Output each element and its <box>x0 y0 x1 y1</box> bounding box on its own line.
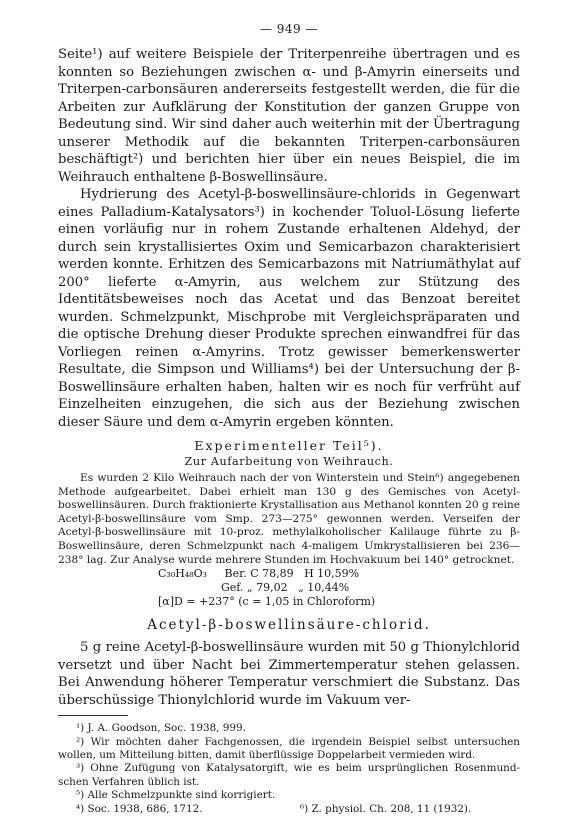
intro-paragraph: Seite¹) auf weitere Beispiele der Triterpenreihe übertragen und es konnten so Beziehungen zwischen α- und β-Amyrin einerseits und Triterpen-carbonsäuren andererseits festgestellt werden, die für die Arbeiten zur Aufklärung der Konstitution der ganzen Gruppe von Bedeutung sind. Wir sind daher auch weiterhin mit der Übertragung unserer Methodik auf die bekannten Triterpen-carbonsäuren beschäftigt²) und berichten hier über ein neues Beispiel, die im Weihrauch enthaltene β-Boswellinsäure. <box>58 47 520 185</box>
footnote-3: ³) Ohne Zufügung von Katalysatorgift, wie es beim ursprünglichen Rosenmund-schen Verfahren üblich ist. <box>58 762 520 788</box>
footnote-divider <box>58 715 128 716</box>
weihrauch-paragraph: Es wurden 2 Kilo Weihrauch nach der von Winterstein und Stein⁶) angegebenen Methode aufgearbeitet. Dabei erhielt man 130 g des Gemisches von Acetyl-boswellinsäuren. Durch fraktionierte Krystallisation aus Methanol konnten 20 g reine Acetyl-β-boswellinsäure vom Smp. 273—275° gewonnen werden. Verseifen der Acetyl-β-boswellinsäure mit 10-proz. methylalkoholischer Kalilauge führte zu β-Boswellinsäure, deren Schmelzpunkt nach 4-maligem Umkrystallisieren bei 236—238° lag. Zur Analyse wurde mehrere Stunden im Hochvakuum bei 140° getrocknet. <box>58 472 520 566</box>
optical-rotation: [α]D = +237° (c = 1,05 in Chloroform) <box>158 595 376 609</box>
experimental-heading: Experimenteller Teil⁵). <box>194 438 384 453</box>
footnote-row <box>58 789 520 802</box>
document-page <box>58 22 520 816</box>
elemental-analysis <box>158 567 520 609</box>
analysis-found: Gef. „ 79,02 „ 10,44% <box>158 581 350 595</box>
footnote-6: ⁶) Z. physiol. Ch. 208, 11 (1932). <box>300 802 472 815</box>
footnote-5: ⁵) Alle Schmelzpunkte sind korrigiert. <box>76 789 276 802</box>
footnote-1: ¹) J. A. Goodson, Soc. 1938, 999. <box>76 722 246 735</box>
chloride-heading: Acetyl-β-boswellinsäure-chlorid. <box>147 617 431 634</box>
weihrauch-subheading: Zur Aufarbeitung von Weihrauch. <box>184 455 394 468</box>
page-number: — 949 — <box>259 22 319 36</box>
chloride-paragraph: 5 g reine Acetyl-β-boswellinsäure wurden mit 50 g Thionylchlorid versetzt und über Nacht bei Zimmertemperatur stehen gelassen. Bei Anwendung höherer Temperatur verschmiert die Substanz. Das überschüssige Thionylchlorid wurde im Vakuum ver- <box>58 640 520 708</box>
footnote-4: ⁴) Soc. 1938, 686, 1712. <box>76 802 203 815</box>
footnote-row-2 <box>58 803 520 816</box>
footnote-2: ²) Wir möchten daher Fachgenossen, die irgendein Beispiel selbst untersuchen wollen, um Mitteilung bitten, damit überflüssige Doppelarbeit vermieden wird. <box>58 735 520 761</box>
hydrogenation-paragraph: Hydrierung des Acetyl-β-boswellinsäure-chlorids in Gegenwart eines Palladium-Katalysators³) in kochender Toluol-Lösung lieferte einen vorläufig nur in rohem Zustande erhaltenen Aldehyd, der durch sein krystallisiertes Oxim und Semicarbazon charakterisiert werden konnte. Erhitzen des Semicarbazons mit Natriumäthylat auf 200° lieferte α-Amyrin, aus welchem zur Stützung des Identitätsbeweises noch das Acetat und das Benzoat bereitet wurden. Schmelzpunkt, Mischprobe mit Vergleichspräparaten und die optische Drehung dieser Produkte sprechen einwandfrei für das Vorliegen reinen α-Amyrins. Trotz gewisser bemerkenswerter Resultate, die Simpson und Williams⁴) bei der Untersuchung der β-Boswellinsäure erhalten haben, halten wir es noch für verfrüht auf Einzelheiten einzugehen, die sich aus der Beziehung zwischen dieser Säure und dem α-Amyrin ergeben könnten. <box>58 187 520 430</box>
analysis-calculated: C₃₀H₄₈O₃ Ber. C 78,89 H 10,59% <box>158 567 360 581</box>
